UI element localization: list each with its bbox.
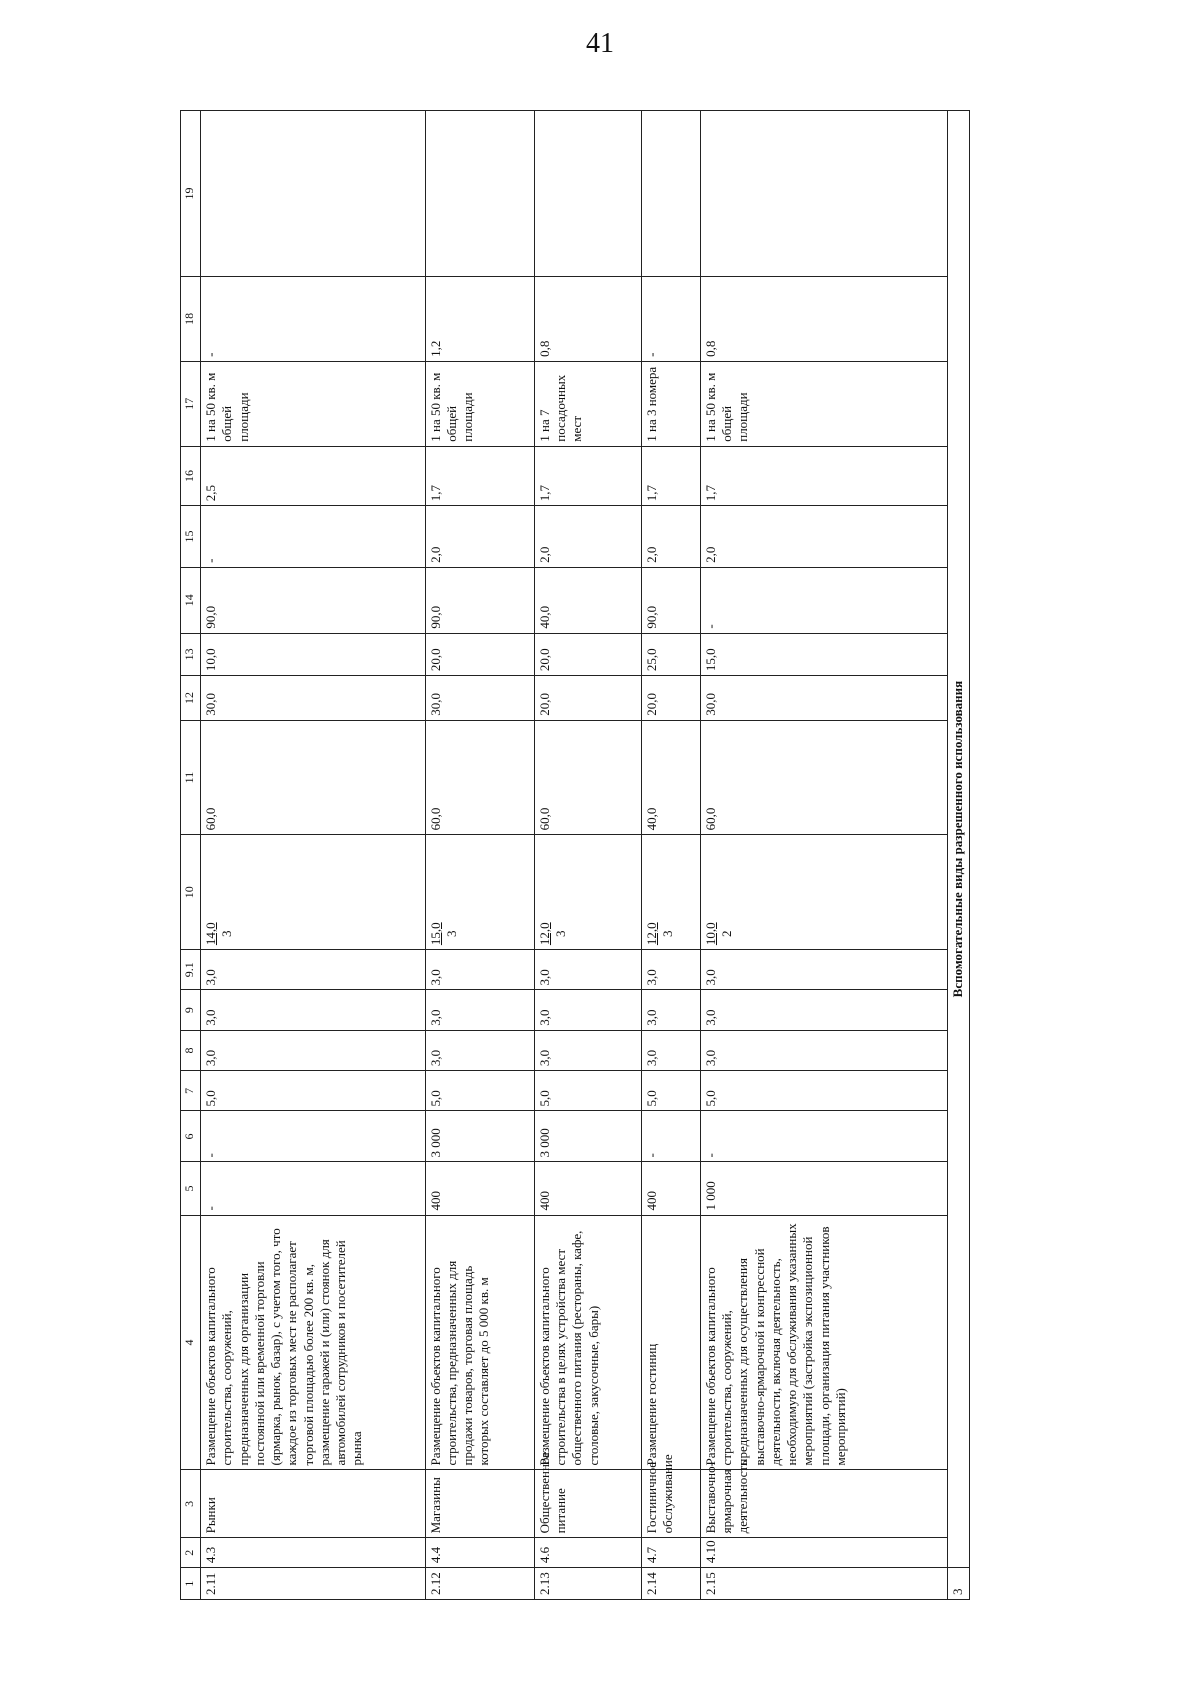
col-header: 18 bbox=[181, 276, 201, 361]
fraction-bottom: 3 bbox=[660, 930, 676, 937]
cell-max-area: 3 000 bbox=[425, 1111, 534, 1162]
table-row bbox=[642, 111, 701, 1600]
cell-value: 3,0 bbox=[425, 1030, 534, 1070]
cell-value: 3,0 bbox=[201, 1030, 426, 1070]
cell-min-area: 400 bbox=[642, 1162, 701, 1215]
col-header: 17 bbox=[181, 361, 201, 446]
col-header: 5 bbox=[181, 1162, 201, 1215]
cell-row-number: 2.15 bbox=[700, 1568, 947, 1600]
cell-value: 1,7 bbox=[425, 446, 534, 505]
col-header: 13 bbox=[181, 633, 201, 675]
cell-row-number: 2.12 bbox=[425, 1568, 534, 1600]
section-row bbox=[947, 111, 969, 1600]
fraction-top: 12,0 bbox=[536, 922, 552, 946]
cell-value: 15,0 bbox=[700, 633, 947, 675]
cell-max-area: - bbox=[201, 1111, 426, 1162]
cell-value: 60,0 bbox=[534, 720, 641, 835]
fraction-top: 10,0 bbox=[702, 922, 718, 946]
cell-value: 3,0 bbox=[425, 950, 534, 990]
cell-value: 20,0 bbox=[642, 676, 701, 721]
cell-use-name: Выставочно-ярмарочная деятельность bbox=[700, 1470, 947, 1538]
cell-description: Размещение объектов капитального строительства, предназначенных для продажи товаров, торговая площадь которых составляет до 5 000 кв. м bbox=[425, 1215, 534, 1470]
cell-value: 60,0 bbox=[201, 720, 426, 835]
cell-parking: 1 на 50 кв. м общей площади bbox=[700, 361, 947, 446]
cell-row-number: 2.14 bbox=[642, 1568, 701, 1600]
cell-value: - bbox=[700, 567, 947, 633]
cell-description: Размещение гостиниц bbox=[642, 1215, 701, 1470]
cell-value: 30,0 bbox=[201, 676, 426, 721]
cell-value: 2,0 bbox=[534, 506, 641, 568]
cell-value: 1,7 bbox=[642, 446, 701, 505]
cell-value: 3,0 bbox=[201, 990, 426, 1030]
cell-use-name: Рынки bbox=[201, 1470, 426, 1538]
cell-parking: 1 на 3 номера bbox=[642, 361, 701, 446]
section-title: Вспомогательные виды разрешенного использования bbox=[947, 111, 969, 1568]
cell-value: 2,0 bbox=[700, 506, 947, 568]
cell-min-area: 1 000 bbox=[700, 1162, 947, 1215]
cell-value: 1,7 bbox=[700, 446, 947, 505]
cell-value: 3,0 bbox=[534, 990, 641, 1030]
col-header: 15 bbox=[181, 506, 201, 568]
cell-value bbox=[534, 111, 641, 277]
table-row bbox=[534, 111, 641, 1600]
col-header: 2 bbox=[181, 1538, 201, 1568]
cell-description: Размещение объектов капитального строительства, сооружений, предназначенных для осуществления выставочно-ярмарочной и конгрессной деятельности, включая деятельность, необходимую для обслуживания указанных мероприятий (застройка экспозиционной площади, организация питания участников мероприятий) bbox=[700, 1215, 947, 1470]
cell-code: 4.6 bbox=[534, 1538, 641, 1568]
cell-value bbox=[201, 111, 426, 277]
cell-value: 3,0 bbox=[642, 990, 701, 1030]
cell-value: 0,8 bbox=[534, 276, 641, 361]
column-number-row bbox=[181, 111, 201, 1600]
cell-parking: 1 на 7 посадочных мест bbox=[534, 361, 641, 446]
table-row bbox=[700, 111, 947, 1600]
cell-max-area: 3 000 bbox=[534, 1111, 641, 1162]
cell-value: - bbox=[201, 276, 426, 361]
cell-value: 5,0 bbox=[534, 1071, 641, 1111]
cell-max-area: - bbox=[642, 1111, 701, 1162]
cell-value: 30,0 bbox=[700, 676, 947, 721]
cell-code: 4.4 bbox=[425, 1538, 534, 1568]
cell-fraction bbox=[642, 835, 701, 950]
cell-value bbox=[642, 111, 701, 277]
col-header: 4 bbox=[181, 1215, 201, 1470]
cell-value: 40,0 bbox=[534, 567, 641, 633]
cell-description: Размещение объектов капитального строительства в целях устройства мест общественного питания (рестораны, кафе, столовые, закусочные, бары) bbox=[534, 1215, 641, 1470]
col-header: 8 bbox=[181, 1030, 201, 1070]
cell-code: 4.7 bbox=[642, 1538, 701, 1568]
cell-value: 3,0 bbox=[700, 990, 947, 1030]
cell-use-name: Магазины bbox=[425, 1470, 534, 1538]
cell-value: 90,0 bbox=[642, 567, 701, 633]
col-header: 10 bbox=[181, 835, 201, 950]
cell-min-area: 400 bbox=[425, 1162, 534, 1215]
cell-value bbox=[425, 111, 534, 277]
cell-row-number: 2.11 bbox=[201, 1568, 426, 1600]
cell-value: 0,8 bbox=[700, 276, 947, 361]
cell-value bbox=[700, 111, 947, 277]
cell-parking: 1 на 50 кв. м общей площади bbox=[425, 361, 534, 446]
cell-fraction bbox=[425, 835, 534, 950]
fraction-bottom: 2 bbox=[719, 930, 735, 937]
cell-row-number: 2.13 bbox=[534, 1568, 641, 1600]
fraction-top: 14,0 bbox=[203, 922, 218, 946]
cell-value: 20,0 bbox=[534, 676, 641, 721]
cell-value: 20,0 bbox=[425, 633, 534, 675]
cell-value: 1,7 bbox=[534, 446, 641, 505]
col-header: 19 bbox=[181, 111, 201, 277]
cell-min-area: - bbox=[201, 1162, 426, 1215]
cell-value: 2,0 bbox=[642, 506, 701, 568]
col-header: 11 bbox=[181, 720, 201, 835]
cell-code: 4.3 bbox=[201, 1538, 426, 1568]
cell-value: 3,0 bbox=[700, 950, 947, 990]
cell-min-area: 400 bbox=[534, 1162, 641, 1215]
cell-value: 25,0 bbox=[642, 633, 701, 675]
land-use-table bbox=[180, 110, 970, 1600]
cell-value: 3,0 bbox=[700, 1030, 947, 1070]
cell-value: - bbox=[642, 276, 701, 361]
col-header: 7 bbox=[181, 1071, 201, 1111]
cell-description: Размещение объектов капитального строительства, сооружений, предназначенных для организации постоянной или временной торговли (ярмарка, рынок, базар), с учетом того, что каждое из торговых мест не располагает торговой площадью более 200 кв. м, размещение гаражей и (или) стоянок для автомобилей сотрудников и посетителей рынка bbox=[201, 1215, 426, 1470]
col-header: 14 bbox=[181, 567, 201, 633]
cell-value: 3,0 bbox=[642, 1030, 701, 1070]
fraction-bottom: 3 bbox=[443, 930, 459, 937]
section-number: 3 bbox=[947, 1568, 969, 1600]
cell-value: 2,5 bbox=[201, 446, 426, 505]
col-header: 12 bbox=[181, 676, 201, 721]
fraction-top: 15,0 bbox=[427, 922, 443, 946]
cell-value: 2,0 bbox=[425, 506, 534, 568]
page-number: 41 bbox=[586, 28, 614, 59]
cell-value: 5,0 bbox=[642, 1071, 701, 1111]
cell-fraction bbox=[700, 835, 947, 950]
col-header: 9.1 bbox=[181, 950, 201, 990]
cell-value: 40,0 bbox=[642, 720, 701, 835]
cell-value: 90,0 bbox=[425, 567, 534, 633]
cell-use-name: Общественное питание bbox=[534, 1470, 641, 1538]
table-row bbox=[201, 111, 426, 1600]
fraction-top: 12,0 bbox=[644, 922, 660, 946]
table-row bbox=[425, 111, 534, 1600]
land-use-table-rotated bbox=[180, 110, 970, 1600]
cell-value: 3,0 bbox=[425, 990, 534, 1030]
cell-value: 60,0 bbox=[425, 720, 534, 835]
cell-value: 5,0 bbox=[201, 1071, 426, 1111]
cell-value: 90,0 bbox=[201, 567, 426, 633]
cell-parking: 1 на 50 кв. м общей площади bbox=[201, 361, 426, 446]
cell-value: 3,0 bbox=[534, 1030, 641, 1070]
cell-value: 5,0 bbox=[700, 1071, 947, 1111]
col-header: 1 bbox=[181, 1568, 201, 1600]
cell-fraction bbox=[201, 835, 426, 950]
cell-value: 20,0 bbox=[534, 633, 641, 675]
col-header: 16 bbox=[181, 446, 201, 505]
cell-value: - bbox=[201, 506, 426, 568]
cell-fraction bbox=[534, 835, 641, 950]
cell-value: 60,0 bbox=[700, 720, 947, 835]
col-header: 6 bbox=[181, 1111, 201, 1162]
cell-code: 4.10 bbox=[700, 1538, 947, 1568]
col-header: 9 bbox=[181, 990, 201, 1030]
cell-value: 3,0 bbox=[201, 950, 426, 990]
cell-use-name: Гостиничное обслуживание bbox=[642, 1470, 701, 1538]
cell-value: 30,0 bbox=[425, 676, 534, 721]
cell-value: 1,2 bbox=[425, 276, 534, 361]
fraction-bottom: 3 bbox=[553, 930, 569, 937]
cell-value: 3,0 bbox=[642, 950, 701, 990]
col-header: 3 bbox=[181, 1470, 201, 1538]
cell-value: 5,0 bbox=[425, 1071, 534, 1111]
cell-max-area: - bbox=[700, 1111, 947, 1162]
fraction-bottom: 3 bbox=[219, 930, 235, 937]
cell-value: 3,0 bbox=[534, 950, 641, 990]
cell-value: 10,0 bbox=[201, 633, 426, 675]
